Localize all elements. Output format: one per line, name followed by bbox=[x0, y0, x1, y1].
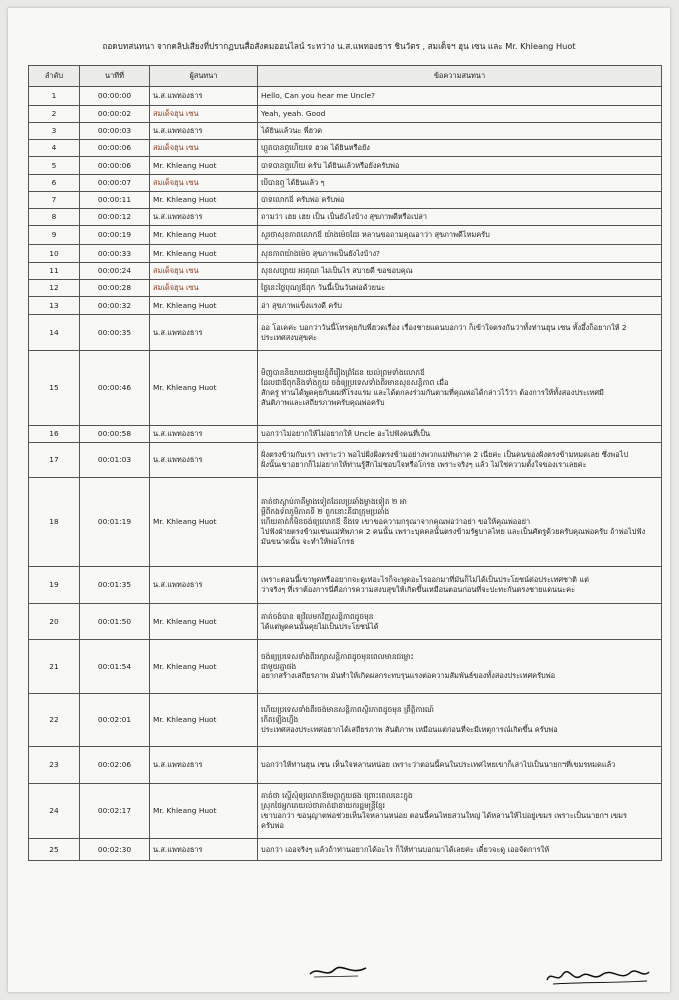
row-speaker: Mr. Khleang Huot bbox=[150, 478, 258, 567]
message-line: ហើយ​ប្រទេស​ទាំងពីរ​ចង់​មាន​សន្តិភាព​ស្ថិរភាព​ដូចមុន ព្រឹត្តិការណ៍ bbox=[261, 705, 434, 715]
row-message bbox=[258, 263, 662, 280]
row-timestamp: 00:02:06 bbox=[80, 747, 150, 784]
header-speaker: ผู้สนทนา bbox=[150, 66, 258, 87]
row-message bbox=[258, 784, 662, 839]
message-line: ได้ยินแล้วนะ พี่ฮวด bbox=[261, 126, 323, 135]
row-timestamp: 00:02:17 bbox=[80, 784, 150, 839]
row-message bbox=[258, 297, 662, 315]
message-line: គាត់ថា​ស្ដាប់​ភាគីម្ខាងទៀត​ដែលប្រឆាំង​ម្ខាង​ទៀត ២ អា bbox=[261, 497, 407, 507]
row-speaker: น.ส.แพทองธาร bbox=[150, 426, 258, 443]
message-line: ថ្ងៃនេះថ្ងៃបុណ្យឪពុក วันนี้เป็นวันพ่อด้วยนะ bbox=[261, 283, 386, 292]
row-message bbox=[258, 87, 662, 106]
row-speaker: สมเด็จฮุน เซน bbox=[150, 140, 258, 157]
row-timestamp: 00:00:06 bbox=[80, 140, 150, 157]
row-message bbox=[258, 567, 662, 604]
table-row bbox=[29, 209, 662, 226]
row-message bbox=[258, 426, 662, 443]
table-row bbox=[29, 839, 662, 861]
message-line: គាត់ចង់បាន ឲ្យវិលមកវិញ​សន្តិភាពដូចមុន bbox=[261, 611, 374, 621]
table-row bbox=[29, 315, 662, 351]
message-line: บอกว่าให้ท่านฮุน เซน เห็นใจหลานหน่อย เพราะว่าตอนนี้คนในประเทศไทยเขาก็เล่าไปเป็นนายกฯที่เขมรหมดแล้ว bbox=[261, 760, 616, 769]
row-speaker: สมเด็จฮุน เซน bbox=[150, 263, 258, 280]
row-number: 11 bbox=[29, 263, 80, 280]
row-timestamp: 00:00:02 bbox=[80, 106, 150, 123]
row-message bbox=[258, 443, 662, 478]
row-message bbox=[258, 123, 662, 140]
row-timestamp: 00:00:58 bbox=[80, 426, 150, 443]
row-message bbox=[258, 747, 662, 784]
row-number: 2 bbox=[29, 106, 80, 123]
table-header-row bbox=[29, 66, 662, 87]
row-speaker: น.ส.แพทองธาร bbox=[150, 443, 258, 478]
row-speaker: น.ส.แพทองธาร bbox=[150, 315, 258, 351]
row-number: 3 bbox=[29, 123, 80, 140]
message-line: ว่าจริงๆ ที่เราต้องการนี่คือการความสงบสุขให้เกิดขึ้นเหมือนตอนก่อนที่จะปะทะกันตรงชายแดนนะคะ bbox=[261, 585, 576, 594]
row-speaker: Mr. Khleang Huot bbox=[150, 784, 258, 839]
message-line: ถามว่า เฮย เฮย เป็น เป็นยังไงบ้าง สุขภาพดีหรือเปล่า bbox=[261, 212, 427, 221]
row-speaker: Mr. Khleang Huot bbox=[150, 351, 258, 426]
row-timestamp: 00:01:35 bbox=[80, 567, 150, 604]
row-message bbox=[258, 640, 662, 694]
table-row bbox=[29, 351, 662, 426]
row-timestamp: 00:00:06 bbox=[80, 157, 150, 175]
transcript-table bbox=[28, 65, 662, 861]
row-speaker: น.ส.แพทองธาร bbox=[150, 209, 258, 226]
row-speaker: Mr. Khleang Huot bbox=[150, 297, 258, 315]
message-line: อ่า สุขภาพแข็งแรงดี ครับ bbox=[261, 300, 342, 310]
message-line: เพราะตอนนี้เขาพูดหรืออยากจะดูเท่อะไรก็จะพูดอะไรออกมาที่มันก็ไม่ได้เป็นประโยชน์ต่อประเทศชาติ แต่ bbox=[261, 575, 589, 585]
message-line: មិញ​បាន​និយាយ​ជាមួយ​ខ្ញុំពីរឿងព្រំដែន យល់ព្រមទាំងលោកឪ bbox=[261, 368, 425, 378]
message-line: ចង់​ឲ្យ​​ប្រទេសទាំងពីររក្សាសន្តិភាពដូចមុនពេលមានជម្លោះ bbox=[261, 651, 414, 661]
header-time: นาทีที่ bbox=[80, 66, 150, 87]
row-message bbox=[258, 192, 662, 209]
message-line: ស្រុកថៃ​អ្នកគេ​យល់​ថាគាត់​ជានាយករដ្ឋមន្ត្រីខ្មែរ bbox=[261, 801, 386, 811]
row-timestamp: 00:02:01 bbox=[80, 694, 150, 747]
table-row bbox=[29, 640, 662, 694]
row-number: 5 bbox=[29, 157, 80, 175]
row-speaker: สมเด็จฮุน เซน bbox=[150, 280, 258, 297]
message-line: គាត់ថា ស្នើសុំឲ្យលោកឪ​មេត្តា​ក្មួយ​ផង ព្រោះពេលនេះ​ក្នុង bbox=[261, 791, 413, 801]
transcript-body bbox=[29, 87, 662, 861]
row-timestamp: 00:01:03 bbox=[80, 443, 150, 478]
row-number: 10 bbox=[29, 245, 80, 263]
table-row bbox=[29, 192, 662, 209]
row-speaker: Mr. Khleang Huot bbox=[150, 226, 258, 245]
message-line: បាទ​លោកឪ ครับพ่อ ครับพ่อ bbox=[261, 195, 345, 204]
row-message bbox=[258, 157, 662, 175]
row-speaker: น.ส.แพทองธาร bbox=[150, 123, 258, 140]
message-line: ដែលជាឪពុកនិងទាំងក្មួយ ចង់ឲ្យប្រទេសទាំងពីរមានសុខសន្តិភាព เมื่อ bbox=[261, 378, 449, 388]
row-number: 21 bbox=[29, 640, 80, 694]
row-message bbox=[258, 106, 662, 123]
message-line: ហ្អួតបាន​ឮហើយទេ ฮวด ได้ยินหรือยัง bbox=[261, 143, 370, 152]
message-line: ជាមួយ​គ្នា​ផង bbox=[261, 661, 297, 671]
table-row bbox=[29, 747, 662, 784]
row-number: 9 bbox=[29, 226, 80, 245]
table-row bbox=[29, 87, 662, 106]
row-message bbox=[258, 694, 662, 747]
row-message bbox=[258, 175, 662, 192]
table-row bbox=[29, 106, 662, 123]
row-message bbox=[258, 839, 662, 861]
header-no: ลำดับ bbox=[29, 66, 80, 87]
row-timestamp: 00:00:12 bbox=[80, 209, 150, 226]
message-line: สักครู่ ท่านได้พูดคุยกับผมที่โรงแรม และได้ตกลงร่วมกันตามที่คุณพ่อได้กล่าวไว้ว่า ต้องการให้ทั้งสองประเทศมี bbox=[261, 388, 604, 397]
row-number: 12 bbox=[29, 280, 80, 297]
message-line: ครับพ่อ bbox=[261, 820, 284, 830]
row-number: 23 bbox=[29, 747, 80, 784]
message-line: ไปฟังฝ่ายตรงข้ามเช่นแม่ทัพภาค 2 คนนั้น เพราะบุคคลนั้นตรงข้ามรัฐบาลไทย และเป็นศัตรูด้วยครับคุณพ่อครับ ถ้าพ่อไปฟัง bbox=[261, 526, 646, 536]
row-message bbox=[258, 245, 662, 263]
row-message bbox=[258, 140, 662, 157]
row-timestamp: 00:00:35 bbox=[80, 315, 150, 351]
row-speaker: น.ส.แพทองธาร bbox=[150, 87, 258, 106]
row-timestamp: 00:02:30 bbox=[80, 839, 150, 861]
table-row bbox=[29, 280, 662, 297]
row-speaker: สมเด็จฮุน เซน bbox=[150, 175, 258, 192]
table-row bbox=[29, 123, 662, 140]
document-page bbox=[8, 8, 670, 992]
row-message bbox=[258, 478, 662, 567]
message-line: เขาบอกว่า ขอนุญาตพ่อช่วยเห็นใจหลานหน่อย ตอนนี้คนไทยสวนใหญ่ ได้หลานให้ไปอยู่เขมร เพราะเป็นนายกฯ เขมร bbox=[261, 811, 627, 820]
message-line: ហើយ​គាត់ក៏​មិន​ចង់​ឲ្យ​លោកឪ ខឹង​ទេ เขาขอความกรุณาจากคุณพ่อว่าอย่า ขอให้คุณพ่ออย่า bbox=[261, 517, 531, 526]
header-message: ข้อความสนทนา bbox=[258, 66, 662, 87]
row-speaker: น.ส.แพทองธาร bbox=[150, 839, 258, 861]
table-row bbox=[29, 694, 662, 747]
message-line: ฝั่งตรงข้ามกับเรา เพราะว่า พอไปฝั่งฝั่งตรงข้ามอย่างพวกแม่ทัพภาค 2 เนี่ยค่ะ เป็นคนของฝั่งตรงข้ามหมดเลย ซึ่งพอไป bbox=[261, 450, 629, 460]
row-speaker: น.ส.แพทองธาร bbox=[150, 567, 258, 604]
message-line: សុខភាព​យ៉ាងម៉េច สุขภาพเป็นยังไงบ้าง? bbox=[261, 248, 380, 258]
row-timestamp: 00:00:32 bbox=[80, 297, 150, 315]
message-line: សុខសប្បាយ អរគុណ ไม่เป็นไร สบายดี ขอขอบคุณ bbox=[261, 266, 413, 275]
message-line: សួរថាសុខភាពលោកឪ យ៉ាងម៉េចដែរ หลานขอถามคุณอาว่า สุขภาพดีไหมครับ bbox=[261, 230, 490, 239]
row-speaker: Mr. Khleang Huot bbox=[150, 245, 258, 263]
message-line: បាទ​បាន​ឮហើយ ครับ ได้ยินแล้วหรือยังครับพ่อ bbox=[261, 160, 400, 170]
row-number: 22 bbox=[29, 694, 80, 747]
message-line: อยากสร้างเสถียรภาพ มันทำให้เกิดผลกระทบรุนแรงต่อความสัมพันธ์ของทั้งสองประเทศครับพ่อ bbox=[261, 671, 556, 681]
table-row bbox=[29, 297, 662, 315]
row-number: 16 bbox=[29, 426, 80, 443]
table-row bbox=[29, 443, 662, 478]
row-timestamp: 00:00:19 bbox=[80, 226, 150, 245]
row-message bbox=[258, 226, 662, 245]
table-row bbox=[29, 784, 662, 839]
message-line: ម្ភីពីកងទ័ពភូមិភាគ​ទី ២ ពួកនោះ​គឺ​ជា​ក្រុមប្រឆាំង bbox=[261, 507, 390, 517]
row-number: 18 bbox=[29, 478, 80, 567]
table-row bbox=[29, 245, 662, 263]
row-timestamp: 00:00:46 bbox=[80, 351, 150, 426]
row-timestamp: 00:00:33 bbox=[80, 245, 150, 263]
message-line: កើតឡើងហ្នឹង bbox=[261, 715, 299, 724]
table-row bbox=[29, 175, 662, 192]
message-line: ประเทศสงบสุขค่ะ bbox=[261, 332, 318, 342]
table-row bbox=[29, 567, 662, 604]
row-timestamp: 00:00:00 bbox=[80, 87, 150, 106]
row-speaker: Mr. Khleang Huot bbox=[150, 640, 258, 694]
handwritten-signature-right bbox=[543, 964, 653, 988]
row-timestamp: 00:00:24 bbox=[80, 263, 150, 280]
row-number: 14 bbox=[29, 315, 80, 351]
message-line: Yeah, yeah. Good bbox=[261, 109, 326, 118]
row-timestamp: 00:00:28 bbox=[80, 280, 150, 297]
row-number: 25 bbox=[29, 839, 80, 861]
row-message bbox=[258, 604, 662, 640]
row-number: 7 bbox=[29, 192, 80, 209]
message-line: บอกว่าไม่อยากให้ไม่อยากให้ Uncle อะไปฟังคนที่เป็น bbox=[261, 429, 431, 438]
message-line: บอกว่า เออจริงๆ แล้วถ้าท่านอยากได้อะไร ก็ให้ท่านบอกมาได้เลยค่ะ เดี๋ยวจะดู เออจัดการให้ bbox=[261, 844, 550, 854]
table-row bbox=[29, 226, 662, 245]
row-number: 15 bbox=[29, 351, 80, 426]
message-line: ออ โอเคค่ะ บอกว่าวันนี้โทรคุยกับพี่ฮวดเรื่อง เรื่องชายแดนบอกว่า ก็เข้าใจตรงกันว่าทั้งท่านฮุน เซน ทั้งอึ้งก็อยากให้ 2 bbox=[261, 322, 627, 332]
table-row bbox=[29, 140, 662, 157]
row-timestamp: 00:00:11 bbox=[80, 192, 150, 209]
row-number: 24 bbox=[29, 784, 80, 839]
message-line: បើបានឮ ได้ยินแล้ว ๆ bbox=[261, 178, 325, 187]
message-line: ได้แต่พูดคนนั้นคุยไม่เป็นประโยชน์ได้ bbox=[261, 621, 379, 631]
row-number: 1 bbox=[29, 87, 80, 106]
row-speaker: Mr. Khleang Huot bbox=[150, 694, 258, 747]
table-row bbox=[29, 604, 662, 640]
document-title: ถอดบทสนทนา จากคลิปเสียงที่ปรากฏบนสื่อสังคมออนไลน์ ระหว่าง น.ส.แพทองธาร ชินวัตร , สมเด็จฯ ฮุน เซน และ Mr. Khleang Huot bbox=[102, 41, 576, 51]
table-row bbox=[29, 478, 662, 567]
row-number: 8 bbox=[29, 209, 80, 226]
row-message bbox=[258, 209, 662, 226]
row-number: 4 bbox=[29, 140, 80, 157]
table-row bbox=[29, 157, 662, 175]
row-number: 17 bbox=[29, 443, 80, 478]
row-number: 6 bbox=[29, 175, 80, 192]
row-timestamp: 00:00:03 bbox=[80, 123, 150, 140]
row-timestamp: 00:00:07 bbox=[80, 175, 150, 192]
row-timestamp: 00:01:50 bbox=[80, 604, 150, 640]
table-row bbox=[29, 263, 662, 280]
row-message bbox=[258, 351, 662, 426]
row-number: 19 bbox=[29, 567, 80, 604]
row-speaker: Mr. Khleang Huot bbox=[150, 157, 258, 175]
handwritten-initials-left bbox=[308, 964, 368, 980]
row-message bbox=[258, 315, 662, 351]
row-timestamp: 00:01:19 bbox=[80, 478, 150, 567]
row-speaker: Mr. Khleang Huot bbox=[150, 192, 258, 209]
message-line: ฝั่งนั้นเขาอยากก็ไม่อยากให้ท่านรู้สึกไม่ชอบใจหรือโกรธ เพราะจริงๆ แล้ว ไม่ใช่ความตั้งใจของเราเลยค่ะ bbox=[261, 460, 587, 469]
row-message bbox=[258, 280, 662, 297]
table-row bbox=[29, 426, 662, 443]
row-speaker: น.ส.แพทองธาร bbox=[150, 747, 258, 784]
row-speaker: Mr. Khleang Huot bbox=[150, 604, 258, 640]
message-line: ประเทศสองประเทศอยากได้เสถียรภาพ สันติภาพ เหมือนแต่ก่อนที่จะมีเหตุการณ์เกิดขึ้น ครับพ่อ bbox=[261, 724, 558, 734]
message-line: Hello, Can you hear me Uncle? bbox=[261, 91, 376, 100]
row-number: 13 bbox=[29, 297, 80, 315]
message-line: มันขนาดนั้น จะทำให้พ่อโกรธ bbox=[261, 536, 355, 546]
message-line: สันติภาพและเสถียรภาพครับคุณพ่อครับ bbox=[261, 397, 385, 407]
row-timestamp: 00:01:54 bbox=[80, 640, 150, 694]
row-speaker: สมเด็จฮุน เซน bbox=[150, 106, 258, 123]
row-number: 20 bbox=[29, 604, 80, 640]
